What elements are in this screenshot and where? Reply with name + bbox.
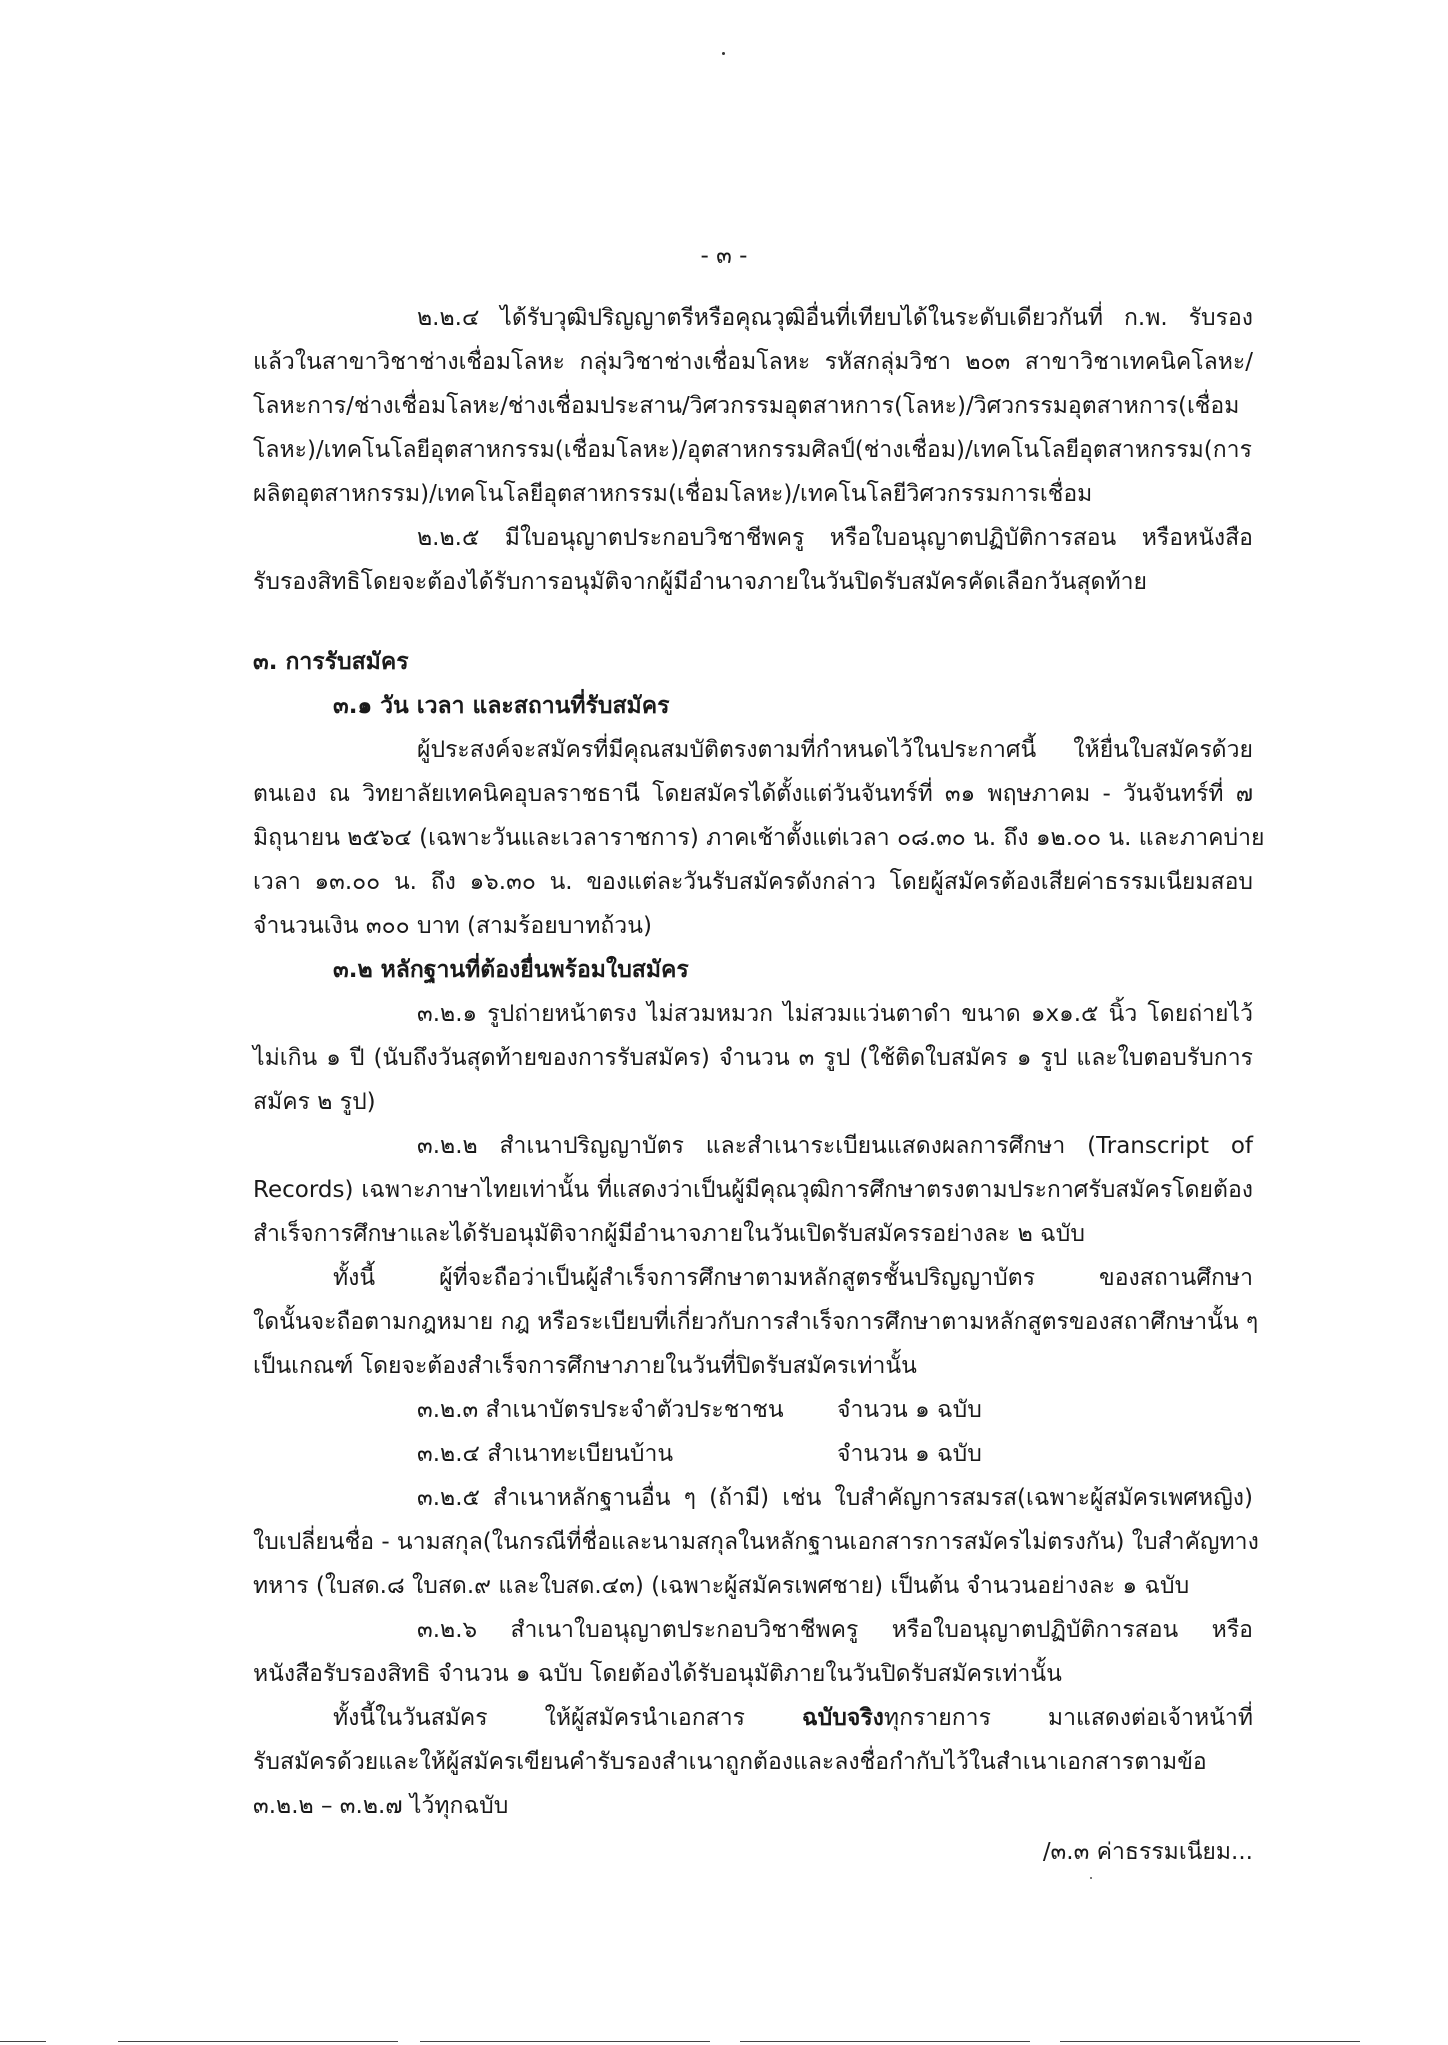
item-321-line-1: ๓.๒.๑ รูปถ่ายหน้าตรง ไม่สวมหมวก ไม่สวมแว่นตาดำ ขนาด ๑x๑.๕ นิ้ว โดยถ่ายไว้	[417, 1001, 1253, 1027]
section-3-heading: ๓. การรับสมัคร	[253, 649, 409, 675]
item-225-line-2: รับรองสิทธิโดยจะต้องได้รับการอนุมัติจากผู้มีอำนาจภายในวันปิดรับสมัครคัดเลือกวันสุดท้าย	[253, 569, 1148, 595]
item-224-line-3: โลหะการ/ช่างเชื่อมโลหะ/ช่างเชื่อมประสาน/วิศวกรรมอุตสาหการ(โลหะ)/วิศวกรรมอุตสาหการ(เชื่อม	[253, 393, 1240, 419]
footer-rule	[420, 2041, 710, 2042]
section-31-line-1: ผู้ประสงค์จะสมัครที่มีคุณสมบัติตรงตามที่กำหนดไว้ในประกาศนี้ ให้ยื่นใบสมัครด้วย	[417, 737, 1253, 763]
note-original-line-1	[333, 1696, 1253, 1740]
item-323-qty: จำนวน ๑ ฉบับ	[837, 1397, 982, 1423]
item-324	[417, 1432, 1253, 1476]
item-322-line-3: สำเร็จการศึกษาและได้รับอนุมัติจากผู้มีอำนาจภายในวันเปิดรับสมัครรอย่างละ ๒ ฉบับ	[253, 1221, 1085, 1247]
item-326-line-1: ๓.๒.๖ สำเนาใบอนุญาตประกอบวิชาชีพครู หรือใบอนุญาตปฏิบัติการสอน หรือ	[417, 1617, 1253, 1643]
item-325-line-3: ทหาร (ใบสด.๘ ใบสด.๙ และใบสด.๔๓) (เฉพาะผู้สมัครเพศชาย) เป็นต้น จำนวนอย่างละ ๑ ฉบับ	[253, 1573, 1190, 1599]
item-324-label: ๓.๒.๔ สำเนาทะเบียนบ้าน	[417, 1441, 674, 1467]
item-224-line-4: โลหะ)/เทคโนโลยีอุตสาหกรรม(เชื่อมโลหะ)/อุตสาหกรรมศิลป์(ช่างเชื่อม)/เทคโนโลยีอุตสาหกรรม(การ	[253, 437, 1252, 463]
item-323	[417, 1388, 1253, 1432]
item-322-line-1: ๓.๒.๒ สำเนาปริญญาบัตร และสำเนาระเบียนแสดงผลการศึกษา (Transcript of	[417, 1133, 1253, 1159]
note-original-line-2: รับสมัครด้วยและให้ผู้สมัครเขียนคำรับรองสำเนาถูกต้องและลงชื่อกำกับไว้ในสำเนาเอกสารตามข้อ	[253, 1749, 1207, 1775]
section-31-heading: ๓.๑ วัน เวลา และสถานที่รับสมัคร	[333, 693, 670, 719]
note-grad-line-1: ทั้งนี้ ผู้ที่จะถือว่าเป็นผู้สำเร็จการศึกษาตามหลักสูตรชั้นปริญญาบัตร ของสถานศึกษา	[333, 1265, 1253, 1291]
item-323-label: ๓.๒.๓ สำเนาบัตรประจำตัวประชาชน	[417, 1397, 784, 1423]
item-325-line-1: ๓.๒.๕ สำเนาหลักฐานอื่น ๆ (ถ้ามี) เช่น ใบสำคัญการสมรส(เฉพาะผู้สมัครเพศหญิง)	[417, 1485, 1253, 1511]
note-original-pre: ทั้งนี้ในวันสมัคร ให้ผู้สมัครนำเอกสาร	[333, 1705, 802, 1731]
page-number: - ๓ -	[700, 243, 748, 269]
footer-rule	[0, 2041, 46, 2042]
note-original-line-3: ๓.๒.๒ – ๓.๒.๗ ไว้ทุกฉบับ	[253, 1793, 509, 1819]
note-original-bold: ฉบับจริง	[801, 1705, 884, 1731]
scan-speck	[722, 52, 725, 55]
footer-rule	[1060, 2041, 1360, 2042]
item-224-line-1: ๒.๒.๔ ได้รับวุฒิปริญญาตรีหรือคุณวุฒิอื่นที่เทียบได้ในระดับเดียวกันที่ ก.พ. รับรอง	[417, 305, 1253, 331]
section-31-line-3: มิถุนายน ๒๕๖๔ (เฉพาะวันและเวลาราชการ) ภาคเช้าตั้งแต่เวลา ๐๘.๓๐ น. ถึง ๑๒.๐๐ น. และภาคบ่าย	[253, 825, 1265, 851]
footer-rule	[740, 2041, 1030, 2042]
item-322-line-2: Records) เฉพาะภาษาไทยเท่านั้น ที่แสดงว่าเป็นผู้มีคุณวุฒิการศึกษาตรงตามประกาศรับสมัครโดยต้อง	[253, 1177, 1253, 1203]
item-321-line-3: สมัคร ๒ รูป)	[253, 1089, 376, 1115]
item-326-line-2: หนังสือรับรองสิทธิ จำนวน ๑ ฉบับ โดยต้องได้รับอนุมัติภายในวันปิดรับสมัครเท่านั้น	[253, 1661, 1062, 1687]
note-grad-line-3: เป็นเกณฑ์ โดยจะต้องสำเร็จการศึกษาภายในวันที่ปิดรับสมัครเท่านั้น	[253, 1353, 917, 1379]
item-225-line-1: ๒.๒.๕ มีใบอนุญาตประกอบวิชาชีพครู หรือใบอนุญาตปฏิบัติการสอน หรือหนังสือ	[417, 525, 1253, 551]
item-325-line-2: ใบเปลี่ยนชื่อ - นามสกุล(ในกรณีที่ชื่อและนามสกุลในหลักฐานเอกสารการสมัครไม่ตรงกัน) ใบสำคัญทาง	[253, 1529, 1259, 1555]
note-original-post: ทุกรายการ มาแสดงต่อเจ้าหน้าที่	[883, 1705, 1254, 1731]
section-31-line-5: จำนวนเงิน ๓๐๐ บาท (สามร้อยบาทถ้วน)	[253, 913, 652, 939]
section-32-heading: ๓.๒ หลักฐานที่ต้องยื่นพร้อมใบสมัคร	[333, 957, 689, 983]
item-321-line-2: ไม่เกิน ๑ ปี (นับถึงวันสุดท้ายของการรับสมัคร) จำนวน ๓ รูป (ใช้ติดใบสมัคร ๑ รูป และใบตอบรับการ	[253, 1045, 1253, 1071]
section-31-line-2: ตนเอง ณ วิทยาลัยเทคนิคอุบลราชธานี โดยสมัครได้ตั้งแต่วันจันทร์ที่ ๓๑ พฤษภาคม - วันจันทร์ที่ ๗	[253, 781, 1253, 807]
scan-speck	[1090, 1877, 1092, 1879]
footer-rule	[118, 2041, 398, 2042]
item-224-line-2: แล้วในสาขาวิชาช่างเชื่อมโลหะ กลุ่มวิชาช่างเชื่อมโลหะ รหัสกลุ่มวิชา ๒๐๓ สาขาวิชาเทคนิคโลหะ/	[253, 349, 1253, 375]
section-31-line-4: เวลา ๑๓.๐๐ น. ถึง ๑๖.๓๐ น. ของแต่ละวันรับสมัครดังกล่าว โดยผู้สมัครต้องเสียค่าธรรมเนียมสอบ	[253, 869, 1253, 895]
continuation-marker: /๓.๓ ค่าธรรมเนียม...	[1042, 1839, 1253, 1865]
item-224-line-5: ผลิตอุตสาหกรรม)/เทคโนโลยีอุตสาหกรรม(เชื่อมโลหะ)/เทคโนโลยีวิศวกรรมการเชื่อม	[253, 481, 1093, 507]
note-grad-line-2: ใดนั้นจะถือตามกฎหมาย กฎ หรือระเบียบที่เกี่ยวกับการสำเร็จการศึกษาตามหลักสูตรของสถาศึกษานั้น ๆ	[253, 1309, 1259, 1335]
item-324-qty: จำนวน ๑ ฉบับ	[837, 1441, 982, 1467]
